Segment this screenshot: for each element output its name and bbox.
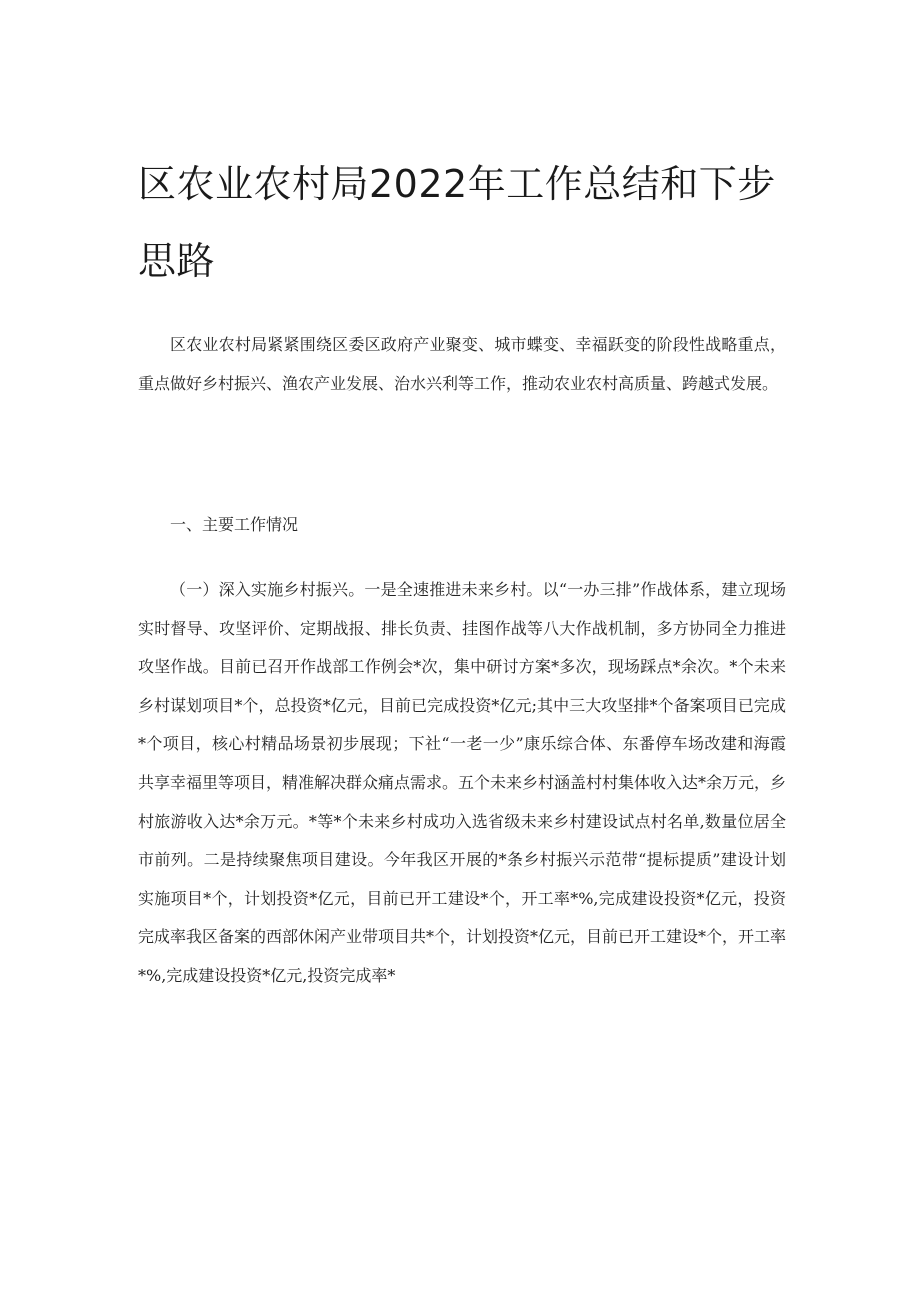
- section-paragraph-rural-revitalization: （一）深入实施乡村振兴。一是全速推进未来乡村。以“一办三排”作战体系，建立现场实时督导、攻坚评价、定期战报、排长负责、挂图作战等八大作战机制，多方协同全力推进攻坚作战。目前已召开作战部工作例会*次，集中研讨方案*多次，现场踩点*余次。*个未来乡村谋划项目*个，总投资*亿元，目前已完成投资*亿元;其中三大攻坚排*个备案项目已完成*个项目，核心村精品场景初步展现；下社“一老一少”康乐综合体、东番停车场改建和海霞共享幸福里等项目，精准解决群众痛点需求。五个未来乡村涵盖村村集体收入达*余万元，乡村旅游收入达*余万元。*等*个未来乡村成功入选省级未来乡村建设试点村名单,数量位居全市前列。二是持续聚焦项目建设。今年我区开展的*条乡村振兴示范带“提标提质”建设计划实施项目*个，计划投资*亿元，目前已开工建设*个，开工率*%,完成建设投资*亿元，投资完成率我区备案的西部休闲产业带项目共*个，计划投资*亿元，目前已开工建设*个，开工率*%,完成建设投资*亿元,投资完成率*: [138, 580, 787, 985]
- document-title: 区农业农村局2022年工作总结和下步思路: [138, 162, 776, 283]
- intro-paragraph: 区农业农村局紧紧围绕区委区政府产业聚变、城市蝶变、幸福跃变的阶段性战略重点，重点做好乡村振兴、渔农产业发展、治水兴利等工作，推动农业农村高质量、跨越式发展。: [138, 335, 786, 393]
- section-heading-main-work: 一、主要工作情况: [170, 515, 299, 534]
